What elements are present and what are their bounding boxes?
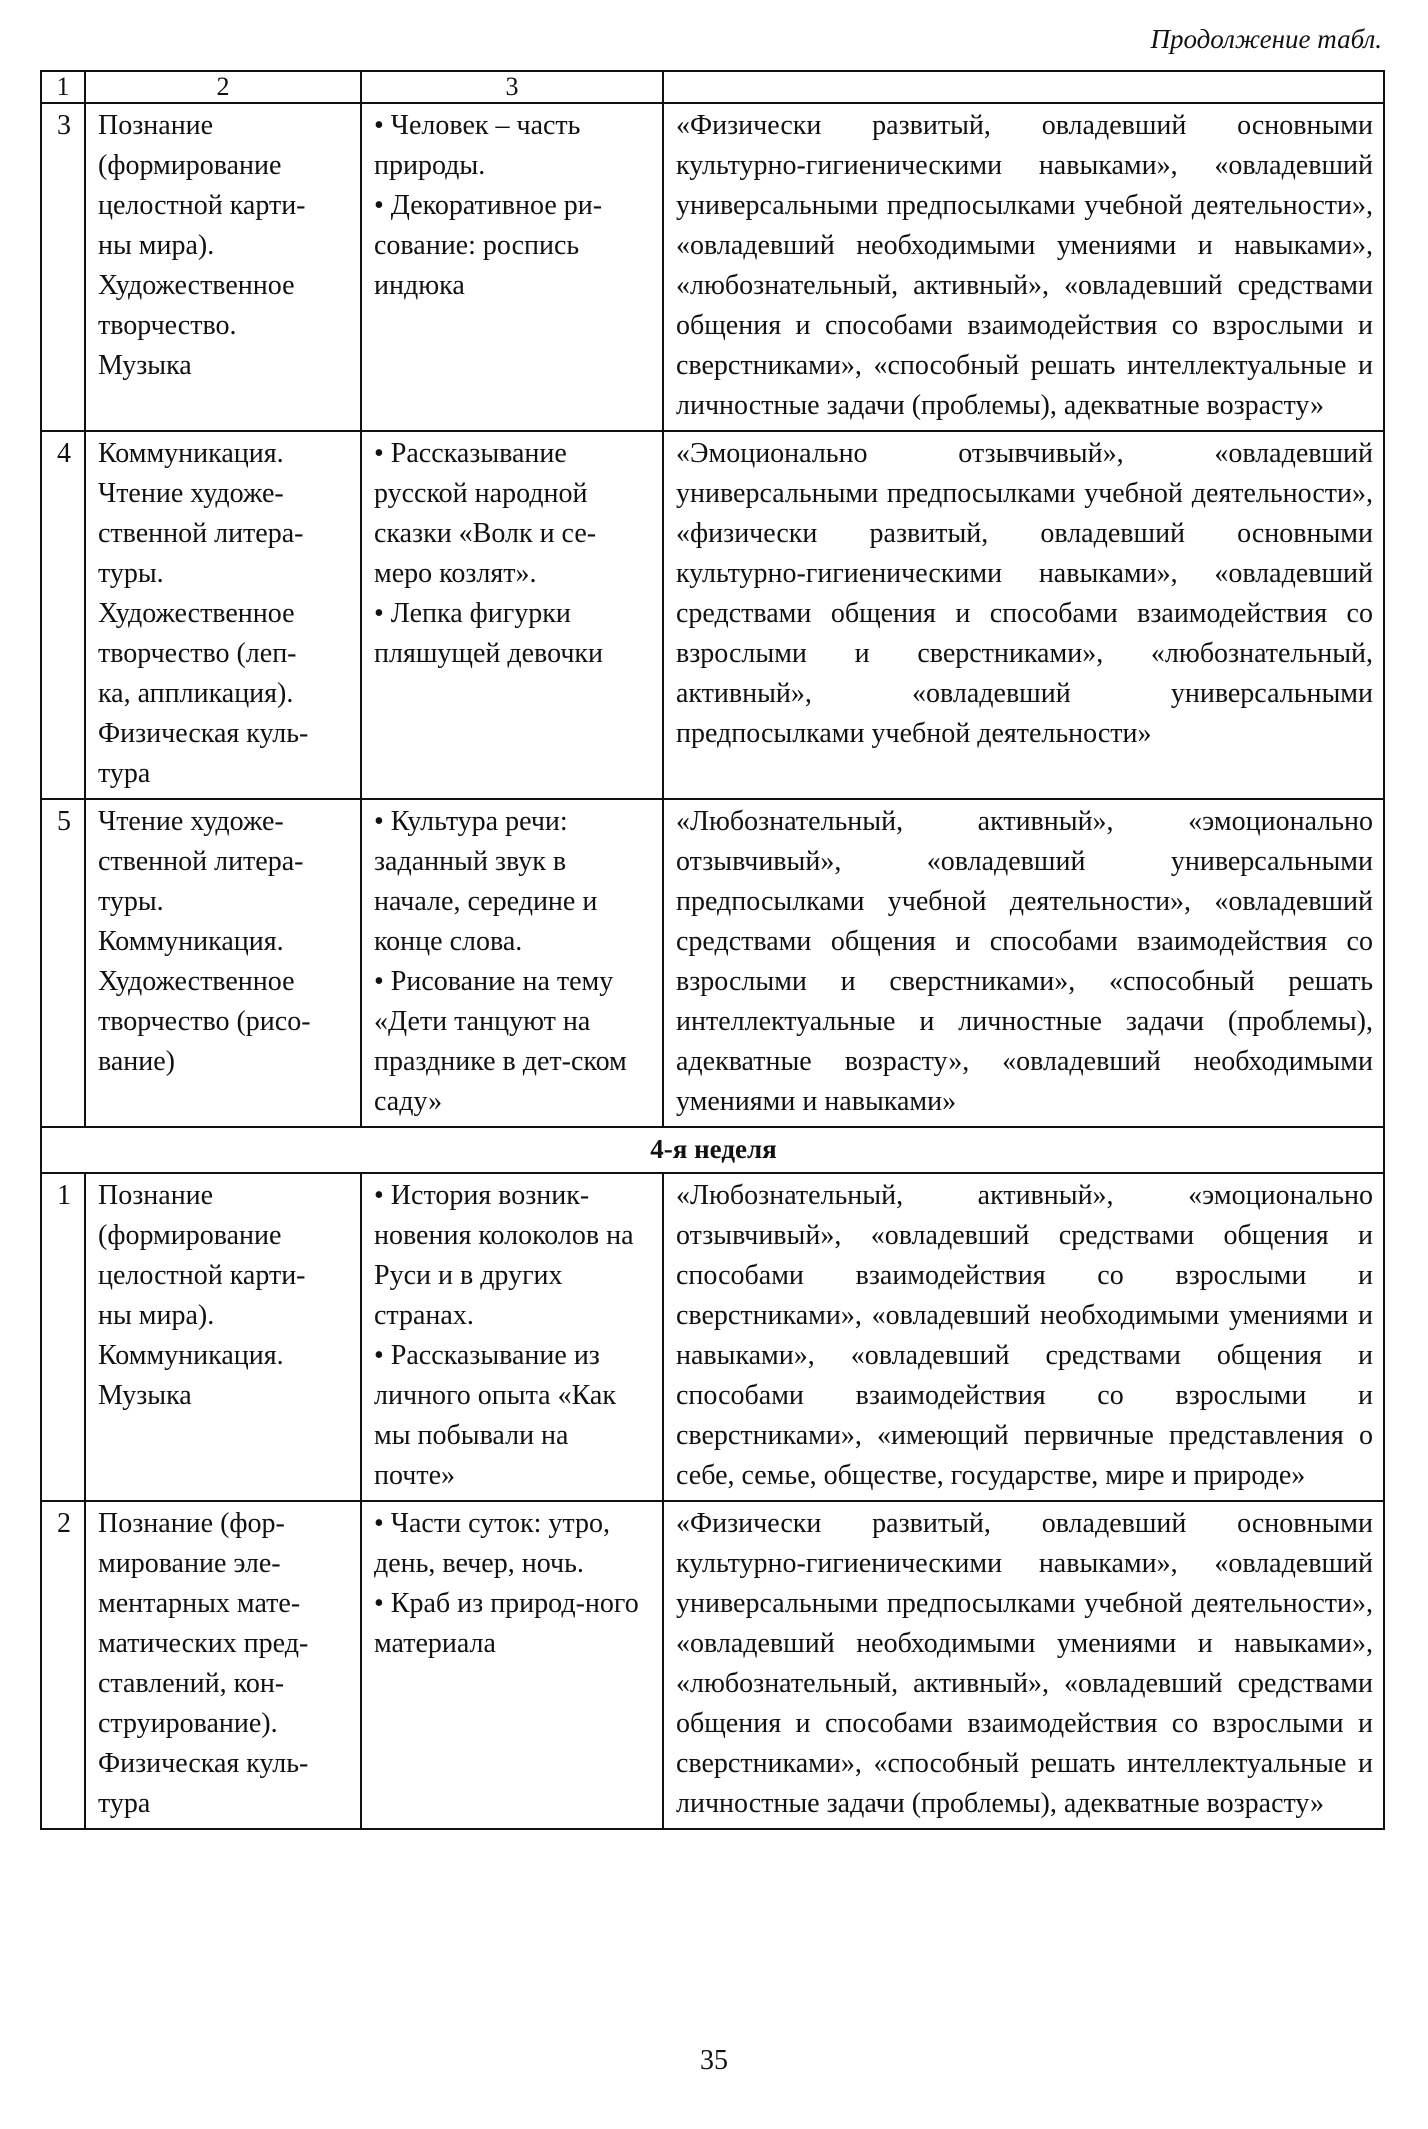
column-header: 3 <box>361 71 663 103</box>
educational-areas-cell <box>85 1173 361 1501</box>
expected-results-cell: «Эмоционально отзывчивый», «овладевший универсальными предпосылками учебной деятельности», «физически развитый, овладевший основными культурно-гигиеническими навыками», «овладевший средствами общения и способами взаимодействия со взрослыми и сверстниками», «любознательный, активный», «овладевший универсальными предпосылками учебной деятельности» <box>663 431 1384 799</box>
educational-areas-cell <box>85 799 361 1127</box>
table-row <box>41 1173 1384 1501</box>
educational-area-line: ментарных мате- <box>98 1588 301 1619</box>
educational-area-line: мирование эле- <box>98 1548 281 1579</box>
activity-item: • История возник-новения колоколов на Руси и в других странах. <box>374 1180 634 1331</box>
educational-area-line: струирование). <box>98 1708 278 1739</box>
activity-item: • Культура речи: заданный звук в начале, середине и конце слова. <box>374 806 598 957</box>
educational-area-line: целостной карти- <box>98 1260 306 1291</box>
educational-areas-cell <box>85 103 361 431</box>
activity-item: • Человек – часть природы. <box>374 110 581 181</box>
educational-area-line: Музыка <box>98 350 192 381</box>
educational-area-line: тура <box>98 1788 151 1819</box>
educational-area-line: Коммуникация. <box>98 1340 284 1371</box>
lesson-plan-table <box>40 70 1385 1830</box>
expected-results-cell: «Любознательный, активный», «эмоционально отзывчивый», «овладевший средствами общения и способами взаимодействия со взрослыми и сверстниками», «овладевший необходимыми умениями и навыками», «овладевший средствами общения и способами взаимодействия со взрослыми и сверстниками», «имеющий первичные представления о себе, семье, обществе, государстве, мире и природе» <box>663 1173 1384 1501</box>
activity-item: • Краб из природ-ного материала <box>374 1588 639 1659</box>
educational-area-line: Чтение художе- <box>98 478 284 509</box>
educational-area-line: творчество (леп- <box>98 638 297 669</box>
educational-area-line: Чтение художе- <box>98 806 284 837</box>
educational-area-line: Познание <box>98 110 214 141</box>
educational-area-line: Познание (фор- <box>98 1508 285 1539</box>
educational-area-line: Музыка <box>98 1380 192 1411</box>
educational-area-line: туры. <box>98 886 164 917</box>
educational-area-line: (формирование <box>98 1220 282 1251</box>
activities-cell <box>361 431 663 799</box>
educational-area-line: Познание <box>98 1180 214 1211</box>
column-header <box>663 71 1384 103</box>
activity-item: • Рассказывание из личного опыта «Как мы побывали на почте» <box>374 1340 616 1491</box>
table-row <box>41 431 1384 799</box>
educational-area-line: матических пред- <box>98 1628 309 1659</box>
row-number: 2 <box>41 1501 85 1829</box>
activity-item: • Декоративное ри-сование: роспись индюка <box>374 190 603 301</box>
educational-area-line: Коммуникация. <box>98 438 284 469</box>
educational-area-line: ка, аппликация). <box>98 678 294 709</box>
expected-results-cell: «Физически развитый, овладевший основными культурно-гигиеническими навыками», «овладевший универсальными предпосылками учебной деятельности», «овладевший необходимыми умениями и навыками», «любознательный, активный», «овладевший средствами общения и способами взаимодействия со взрослыми и сверстниками», «способный решать интеллектуальные и личностные задачи (проблемы), адекватные возрасту» <box>663 103 1384 431</box>
activity-item: • Части суток: утро, день, вечер, ночь. <box>374 1508 610 1579</box>
educational-area-line: (формирование <box>98 150 282 181</box>
table-continuation-caption: Продолжение табл. <box>1150 24 1382 54</box>
row-number: 1 <box>41 1173 85 1501</box>
educational-area-line: Художественное <box>98 270 295 301</box>
educational-area-line: вание) <box>98 1046 175 1077</box>
educational-area-line: Физическая куль- <box>98 718 309 749</box>
row-number: 3 <box>41 103 85 431</box>
row-number: 5 <box>41 799 85 1127</box>
expected-results-cell: «Физически развитый, овладевший основными культурно-гигиеническими навыками», «овладевший универсальными предпосылками учебной деятельности», «овладевший необходимыми умениями и навыками», «любознательный, активный», «овладевший средствами общения и способами взаимодействия со взрослыми и сверстниками», «способный решать интеллектуальные и личностные задачи (проблемы), адекватные возрасту» <box>663 1501 1384 1829</box>
activity-item: • Рассказывание русской народной сказки «Волк и се-меро козлят». <box>374 438 597 589</box>
educational-area-line: ственной литера- <box>98 518 304 549</box>
educational-area-line: ственной литера- <box>98 846 304 877</box>
educational-area-line: туры. <box>98 558 164 589</box>
activities-cell <box>361 103 663 431</box>
table-row <box>41 1501 1384 1829</box>
educational-area-line: целостной карти- <box>98 190 306 221</box>
educational-area-line: Художественное <box>98 966 295 997</box>
activities-cell <box>361 1501 663 1829</box>
column-header: 2 <box>85 71 361 103</box>
educational-area-line: Художественное <box>98 598 295 629</box>
educational-area-line: ны мира). <box>98 1300 215 1331</box>
educational-area-line: ставлений, кон- <box>98 1668 285 1699</box>
activities-cell <box>361 799 663 1127</box>
educational-area-line: тура <box>98 758 151 789</box>
educational-areas-cell <box>85 1501 361 1829</box>
activities-cell <box>361 1173 663 1501</box>
week-divider-row <box>41 1127 1384 1173</box>
week-label: 4-я неделя <box>41 1127 1384 1173</box>
activity-item: • Лепка фигурки пляшущей девочки <box>374 598 604 669</box>
educational-area-line: Физическая куль- <box>98 1748 309 1779</box>
activity-item: • Рисование на тему «Дети танцуют на празднике в дет-ском саду» <box>374 966 627 1117</box>
table-header-row <box>41 71 1384 103</box>
row-number: 4 <box>41 431 85 799</box>
expected-results-cell: «Любознательный, активный», «эмоционально отзывчивый», «овладевший универсальными предпосылками учебной деятельности», «овладевший средствами общения и способами взаимодействия со взрослыми и сверстниками», «способный решать интеллектуальные и личностные задачи (проблемы), адекватные возрасту», «овладевший необходимыми умениями и навыками» <box>663 799 1384 1127</box>
educational-area-line: творчество. <box>98 310 237 341</box>
educational-area-line: ны мира). <box>98 230 215 261</box>
table-row <box>41 799 1384 1127</box>
page-number: 35 <box>700 2045 728 2076</box>
educational-area-line: творчество (рисо- <box>98 1006 311 1037</box>
table-row <box>41 103 1384 431</box>
educational-area-line: Коммуникация. <box>98 926 284 957</box>
column-header: 1 <box>41 71 85 103</box>
educational-areas-cell <box>85 431 361 799</box>
